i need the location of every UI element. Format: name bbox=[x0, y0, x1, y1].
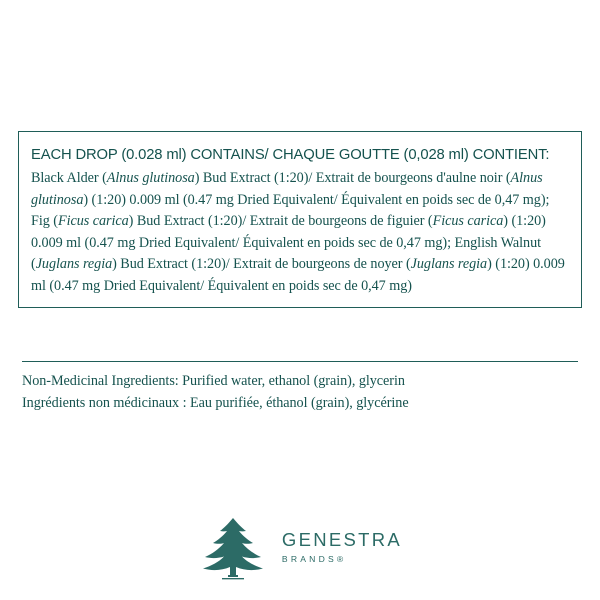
non-medicinal-english: Non-Medicinal Ingredients: Purified water, ethanol (grain), glycerin bbox=[22, 373, 405, 389]
ingredient-text: ) Bud Extract (1:20)/ Extrait de bourgeons de noyer ( bbox=[112, 256, 411, 273]
panel-divider bbox=[22, 361, 578, 362]
non-medicinal-block bbox=[22, 361, 578, 414]
non-medicinal-french: Ingrédients non médicinaux : Eau purifiée, éthanol (grain), glycérine bbox=[22, 395, 409, 411]
latin-name: Juglans regia bbox=[35, 256, 113, 273]
supplement-facts-panel bbox=[18, 131, 582, 308]
panel-heading: EACH DROP (0.028 ml) CONTAINS/ CHAQUE GOUTTE (0,028 ml) CONTIENT: bbox=[31, 147, 550, 163]
brand-name: GENESTRA bbox=[281, 528, 403, 550]
latin-name: Juglans regia bbox=[410, 256, 488, 273]
brand-subtitle: BRANDS® bbox=[281, 553, 347, 564]
ingredient-text: ) Bud Extract (1:20)/ Extrait de bourgeons de figuier ( bbox=[128, 213, 433, 230]
latin-name: Alnus glutinosa bbox=[106, 170, 195, 186]
ingredient-text: ) (1:20) 0.009 ml (0.47 mg Dried Equivalent/ Équivalent en poids sec de 0,47 mg); English Walnut ( bbox=[31, 213, 546, 273]
ingredient-text: ) (1:20) 0.009 ml (0.47 mg Dried Equivalent/ Équivalent en poids sec de 0,47 mg); Fig ( bbox=[31, 191, 550, 230]
latin-name: Alnus glutinosa bbox=[31, 170, 543, 208]
latin-name: Ficus carica bbox=[57, 213, 129, 230]
tree-icon bbox=[198, 516, 268, 582]
brand-lockup bbox=[0, 516, 600, 582]
ingredient-text: ) Bud Extract (1:20)/ Extrait de bourgeons d'aulne noir ( bbox=[194, 170, 511, 186]
ingredient-text: ) (1:20) 0.009 ml (0.47 mg Dried Equivalent/ Équivalent en poids sec de 0,47 mg) bbox=[31, 256, 565, 294]
ingredient-text: Black Alder ( bbox=[31, 170, 107, 186]
latin-name: Ficus carica bbox=[432, 213, 504, 230]
brand-text bbox=[282, 529, 402, 570]
ingredients-paragraph bbox=[31, 168, 569, 297]
